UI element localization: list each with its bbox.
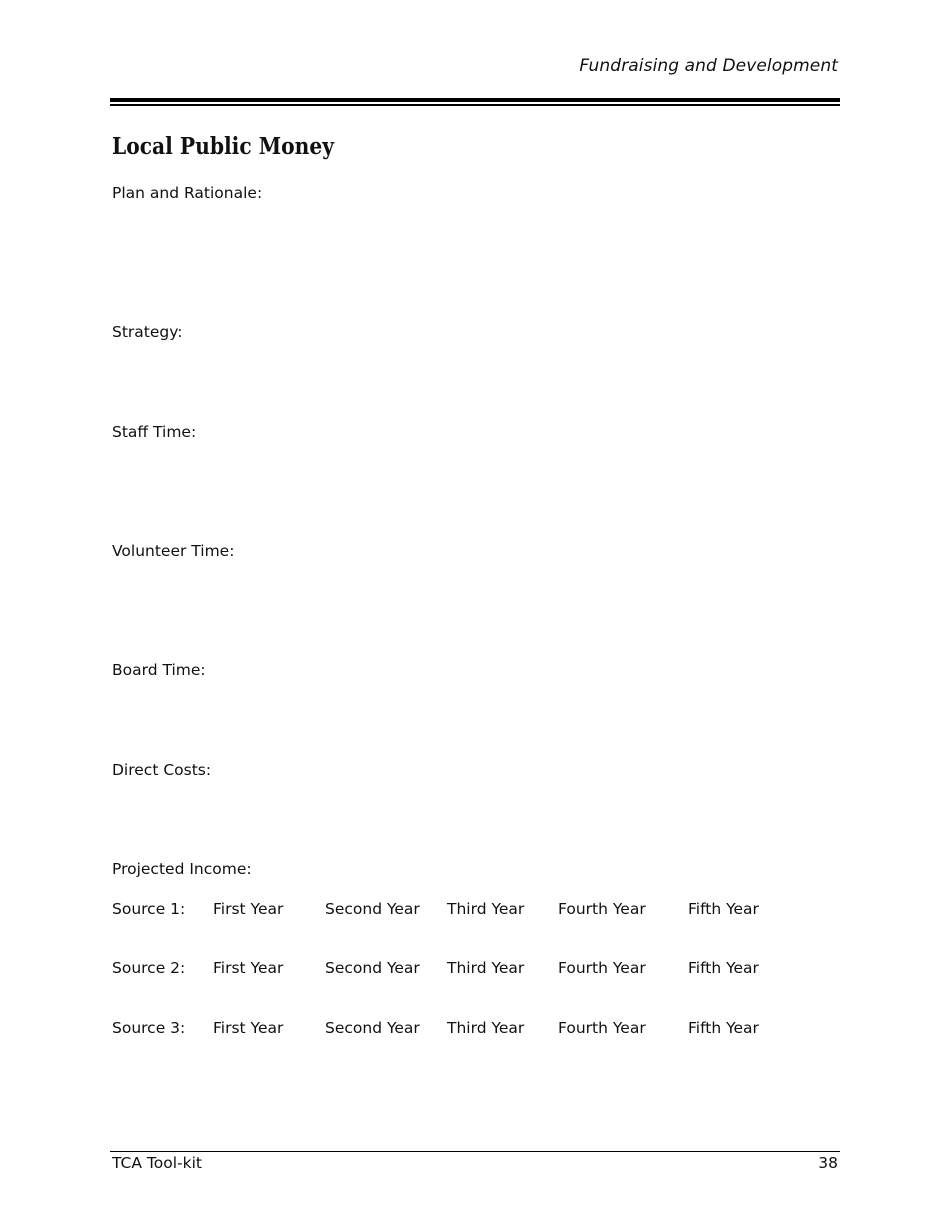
income-row-source-3 xyxy=(112,1019,812,1041)
footer-rule xyxy=(110,1151,840,1152)
year-label: Fourth Year xyxy=(558,900,646,918)
direct-costs-label: Direct Costs: xyxy=(112,761,212,779)
footer-doc-title: TCA Tool-kit xyxy=(112,1154,202,1172)
volunteer-time-label: Volunteer Time: xyxy=(112,542,235,560)
strategy-label: Strategy: xyxy=(112,323,183,341)
source-label: Source 1: xyxy=(112,900,186,918)
income-row-source-2 xyxy=(112,959,812,981)
year-label: Fifth Year xyxy=(688,900,759,918)
header-rule-thin xyxy=(110,104,840,106)
year-label: Second Year xyxy=(325,900,420,918)
board-time-label: Board Time: xyxy=(112,661,206,679)
source-label: Source 2: xyxy=(112,959,186,977)
year-label: Second Year xyxy=(325,1019,420,1037)
plan-rationale-label: Plan and Rationale: xyxy=(112,184,263,202)
staff-time-label: Staff Time: xyxy=(112,423,197,441)
year-label: Fourth Year xyxy=(558,959,646,977)
year-label: Second Year xyxy=(325,959,420,977)
page-number: 38 xyxy=(818,1154,838,1172)
year-label: Fifth Year xyxy=(688,959,759,977)
year-label: Fourth Year xyxy=(558,1019,646,1037)
income-row-source-1 xyxy=(112,900,812,922)
header-rule-thick xyxy=(110,98,840,102)
year-label: First Year xyxy=(213,1019,284,1037)
header-title: Fundraising and Development xyxy=(579,56,838,76)
year-label: Fifth Year xyxy=(688,1019,759,1037)
year-label: Third Year xyxy=(447,900,525,918)
year-label: First Year xyxy=(213,959,284,977)
source-label: Source 3: xyxy=(112,1019,186,1037)
projected-income-label: Projected Income: xyxy=(112,860,252,878)
year-label: Third Year xyxy=(447,959,525,977)
page-title: Local Public Money xyxy=(112,133,335,160)
year-label: Third Year xyxy=(447,1019,525,1037)
year-label: First Year xyxy=(213,900,284,918)
